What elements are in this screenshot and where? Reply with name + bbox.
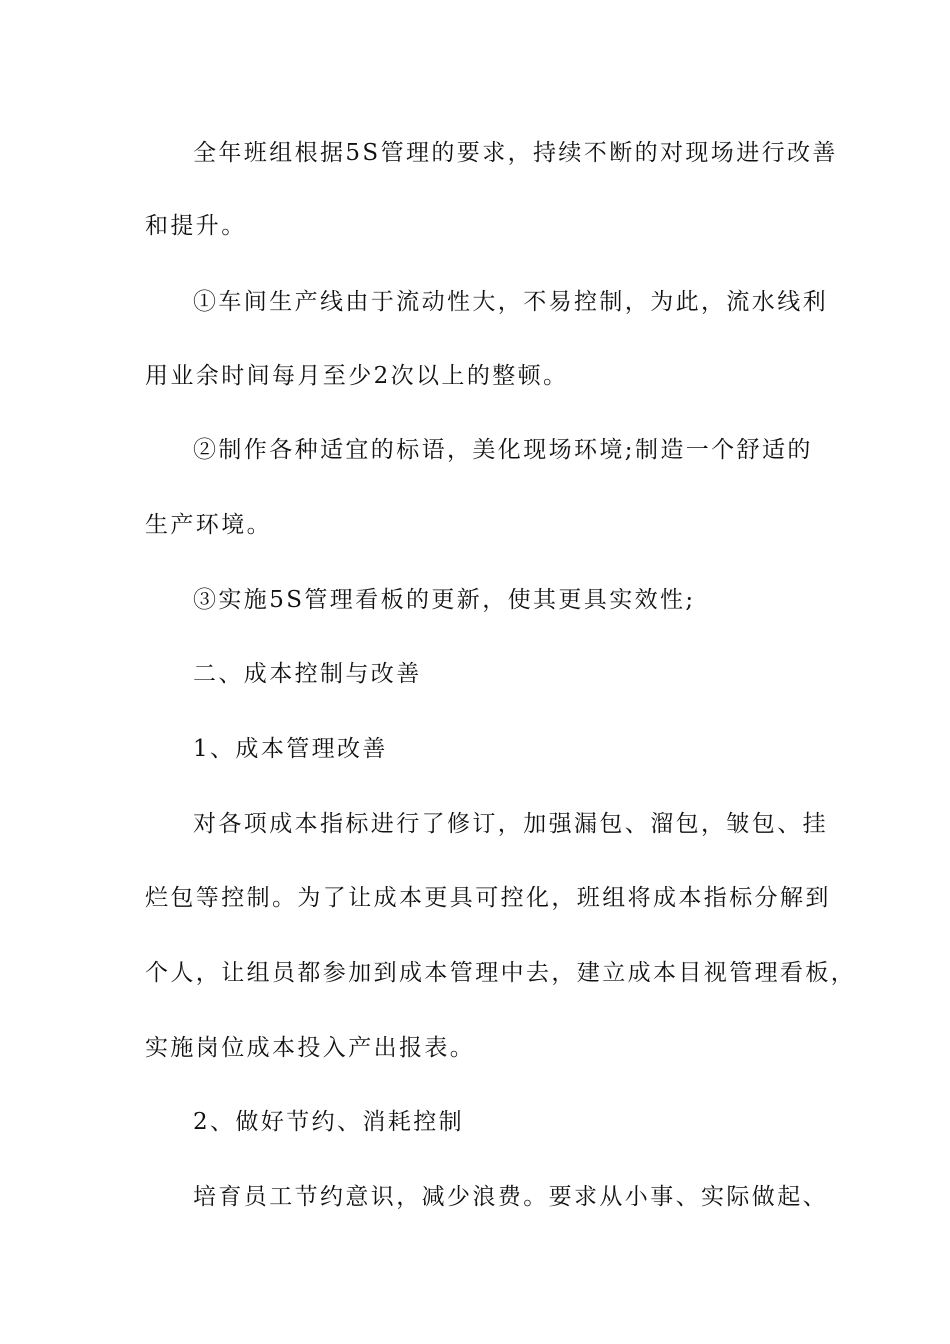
list-item-1-line-1: ①车间生产线由于流动性大，不易控制，为此，流水线利 xyxy=(193,289,828,315)
subheading-cost-management: 1、成本管理改善 xyxy=(193,736,388,762)
subheading-saving-control: 2、做好节约、消耗控制 xyxy=(193,1109,465,1135)
list-item-2-line-1: ②制作各种适宜的标语，美化现场环境;制造一个舒适的 xyxy=(193,437,813,463)
paragraph-cost-line-3: 个人，让组员都参加到成本管理中去，建立成本目视管理看板， xyxy=(145,960,857,986)
paragraph-cost-line-4: 实施岗位成本投入产出报表。 xyxy=(145,1035,476,1061)
list-item-3: ③实施5S管理看板的更新，使其更具实效性; xyxy=(193,587,696,613)
section-heading-cost-control: 二、成本控制与改善 xyxy=(193,661,422,687)
paragraph-cost-line-1: 对各项成本指标进行了修订，加强漏包、溜包，皱包、挂 xyxy=(193,811,828,837)
paragraph-5s-line-1: 全年班组根据5S管理的要求，持续不断的对现场进行改善 xyxy=(193,140,838,166)
paragraph-saving-line-1: 培育员工节约意识，减少浪费。要求从小事、实际做起、 xyxy=(193,1184,828,1210)
list-item-2-line-2: 生产环境。 xyxy=(145,512,272,538)
list-item-1-line-2: 用业余时间每月至少2次以上的整顿。 xyxy=(145,363,569,389)
paragraph-cost-line-2: 烂包等控制。为了让成本更具可控化，班组将成本指标分解到 xyxy=(145,885,831,911)
paragraph-5s-line-2: 和提升。 xyxy=(145,213,247,239)
